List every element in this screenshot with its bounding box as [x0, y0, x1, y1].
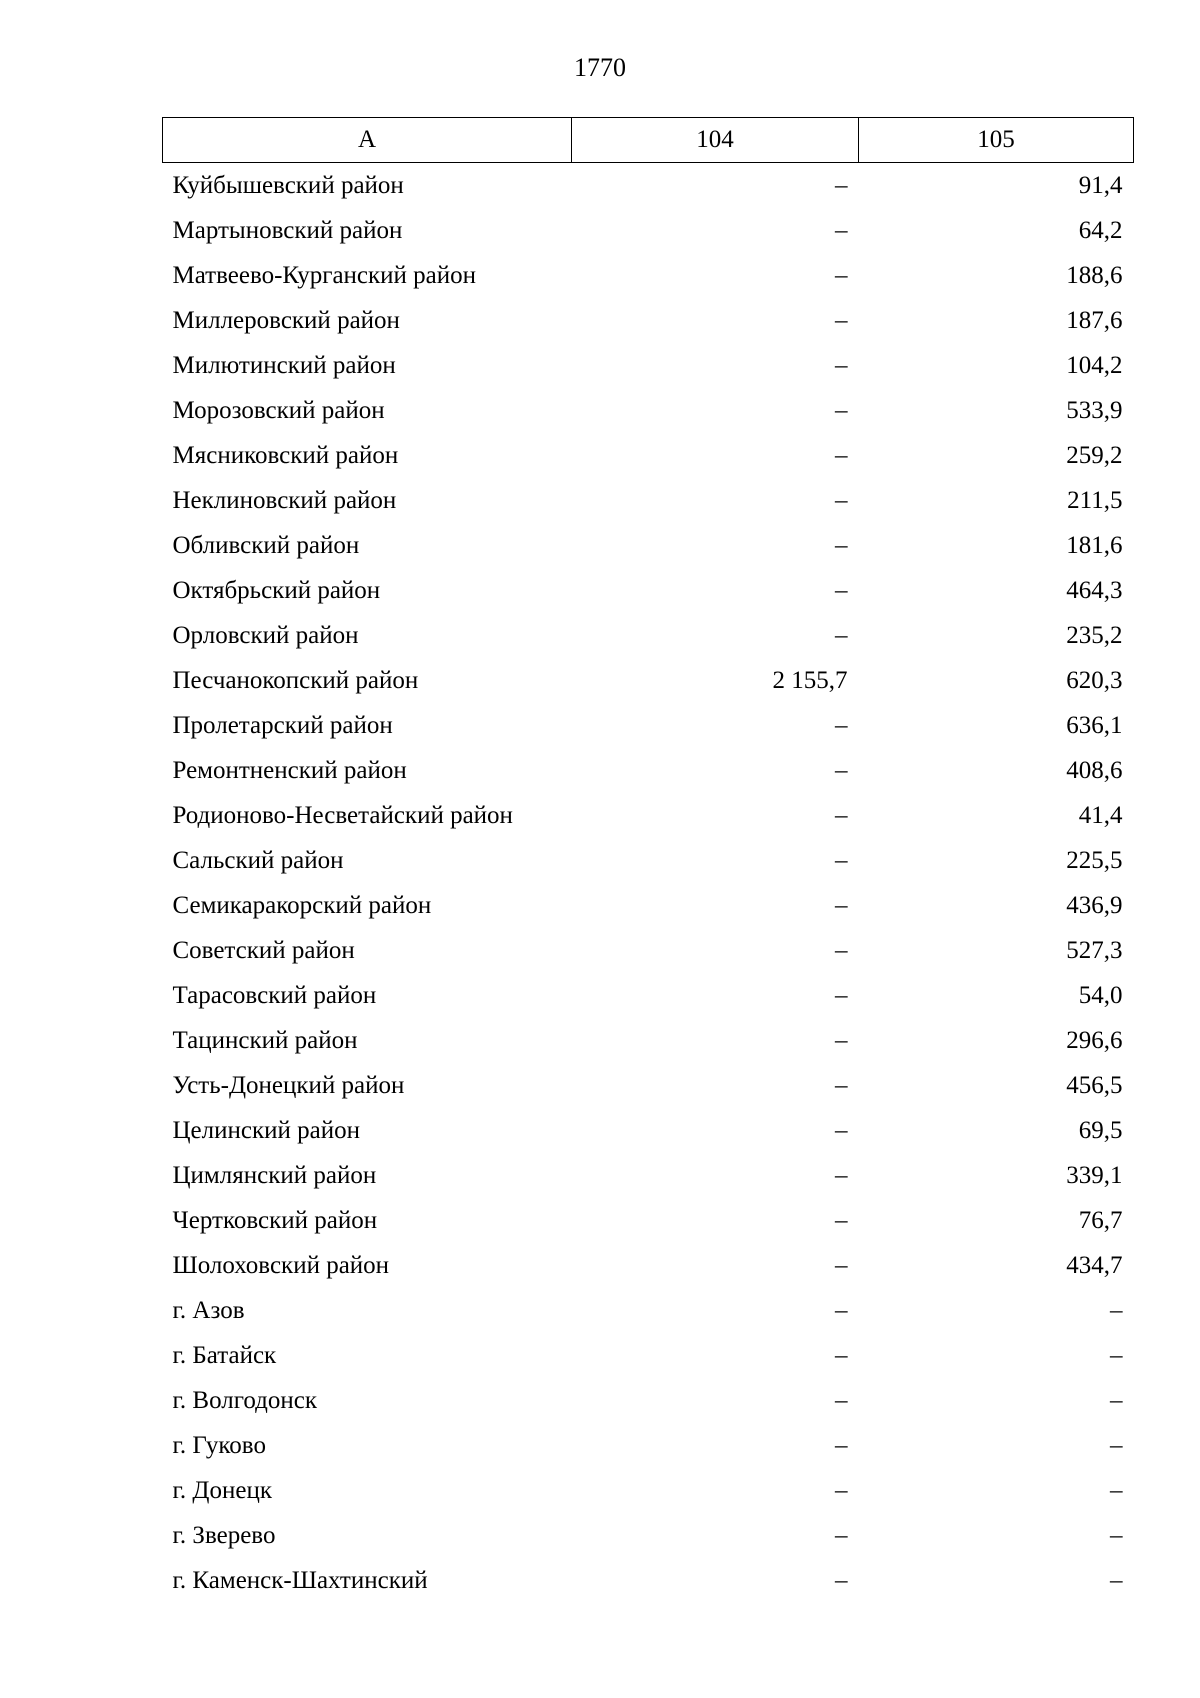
table-row: [163, 883, 1134, 928]
value-105-cell: 434,7: [1066, 1252, 1123, 1279]
value-104-cell: –: [835, 1432, 848, 1459]
table-row: [163, 208, 1134, 253]
table-row: [163, 1513, 1134, 1558]
row-name-cell: Орловский район: [172, 622, 359, 649]
table-row: [163, 478, 1134, 523]
value-105-cell: –: [1110, 1297, 1123, 1324]
row-name-cell: Обливский район: [172, 532, 360, 559]
value-104-cell: –: [835, 307, 848, 334]
value-104-cell: –: [835, 217, 848, 244]
data-table: [162, 117, 1134, 1603]
table-row: [163, 298, 1134, 343]
table-row: [163, 793, 1134, 838]
row-name-cell: Пролетарский район: [172, 712, 393, 739]
row-name-cell: Семикаракорский район: [172, 892, 432, 919]
table-row: [163, 613, 1134, 658]
row-name-cell: Неклиновский район: [172, 487, 397, 514]
value-105-cell: 296,6: [1066, 1027, 1123, 1054]
value-104-cell: –: [835, 892, 848, 919]
value-104-cell: –: [835, 847, 848, 874]
header-row: [163, 118, 1134, 163]
value-105-cell: 456,5: [1066, 1072, 1123, 1099]
row-name-cell: Тацинский район: [172, 1027, 358, 1054]
value-104-cell: –: [835, 757, 848, 784]
value-105-cell: 91,4: [1078, 172, 1123, 199]
table-row: [163, 1198, 1134, 1243]
row-name-cell: Родионово-Несветайский район: [172, 802, 513, 829]
value-105-cell: 181,6: [1066, 532, 1123, 559]
row-name-cell: Октябрьский район: [172, 577, 381, 604]
row-name-cell: Советский район: [172, 937, 355, 964]
value-104-cell: –: [835, 352, 848, 379]
table-row: [163, 1423, 1134, 1468]
value-104-cell: –: [835, 532, 848, 559]
table-row: [163, 343, 1134, 388]
table-row: [163, 1153, 1134, 1198]
table-row: [163, 973, 1134, 1018]
row-name-cell: Ремонтненский район: [172, 757, 407, 784]
value-105-cell: –: [1110, 1477, 1123, 1504]
row-name-cell: Усть-Донецкий район: [172, 1072, 405, 1099]
value-105-cell: 339,1: [1066, 1162, 1123, 1189]
value-105-cell: –: [1110, 1342, 1123, 1369]
value-105-cell: 636,1: [1066, 712, 1123, 739]
value-104-cell: –: [835, 1162, 848, 1189]
value-104-cell: –: [835, 397, 848, 424]
value-105-cell: 533,9: [1066, 397, 1123, 424]
value-104-cell: –: [835, 1387, 848, 1414]
value-104-cell: –: [835, 802, 848, 829]
value-105-cell: 527,3: [1066, 937, 1123, 964]
table-row: [163, 1468, 1134, 1513]
row-name-cell: Мартыновский район: [172, 217, 403, 244]
table-row: [163, 928, 1134, 973]
row-name-cell: г. Зверево: [172, 1522, 276, 1549]
value-105-cell: 259,2: [1066, 442, 1123, 469]
table-row: [163, 163, 1134, 209]
table-header: [163, 118, 1134, 163]
row-name-cell: г. Каменск-Шахтинский: [172, 1567, 428, 1594]
row-name-cell: г. Волгодонск: [172, 1387, 318, 1414]
value-105-cell: 211,5: [1067, 487, 1123, 514]
row-name-cell: г. Азов: [172, 1297, 245, 1324]
value-105-cell: 69,5: [1078, 1117, 1123, 1144]
row-name-cell: Сальский район: [172, 847, 344, 874]
row-name-cell: г. Гуково: [172, 1432, 266, 1459]
row-name-cell: Целинский район: [172, 1117, 360, 1144]
value-105-cell: –: [1110, 1522, 1123, 1549]
row-name-cell: Песчанокопский район: [172, 667, 419, 694]
value-104-cell: –: [835, 1567, 848, 1594]
row-name-cell: г. Донецк: [172, 1477, 272, 1504]
value-105-cell: 225,5: [1066, 847, 1123, 874]
value-105-cell: 464,3: [1066, 577, 1123, 604]
header-cell-105: 105: [859, 118, 1134, 163]
table-row: [163, 568, 1134, 613]
value-104-cell: –: [835, 1297, 848, 1324]
value-105-cell: –: [1110, 1567, 1123, 1594]
table-row: [163, 523, 1134, 568]
value-104-cell: –: [835, 262, 848, 289]
value-105-cell: 187,6: [1066, 307, 1123, 334]
value-104-cell: –: [835, 1252, 848, 1279]
row-name-cell: Тарасовский район: [172, 982, 377, 1009]
header-cell-104: 104: [572, 118, 859, 163]
value-105-cell: 408,6: [1066, 757, 1123, 784]
table-row: [163, 1063, 1134, 1108]
row-name-cell: Милютинский район: [172, 352, 396, 379]
table-row: [163, 388, 1134, 433]
row-name-cell: Чертковский район: [172, 1207, 378, 1234]
table-row: [163, 253, 1134, 298]
value-105-cell: 41,4: [1078, 802, 1123, 829]
value-105-cell: –: [1110, 1432, 1123, 1459]
value-104-cell: –: [835, 1117, 848, 1144]
row-name-cell: Матвеево-Курганский район: [172, 262, 477, 289]
value-105-cell: 64,2: [1078, 217, 1123, 244]
row-name-cell: Шолоховский район: [172, 1252, 390, 1279]
row-name-cell: Куйбышевский район: [172, 172, 404, 199]
value-105-cell: 76,7: [1078, 1207, 1123, 1234]
table-row: [163, 838, 1134, 883]
value-105-cell: 235,2: [1066, 622, 1123, 649]
value-104-cell: 2 155,7: [772, 667, 848, 694]
table-body: [163, 163, 1134, 1604]
value-104-cell: –: [835, 577, 848, 604]
value-104-cell: –: [835, 1207, 848, 1234]
value-104-cell: –: [835, 442, 848, 469]
table-row: [163, 1288, 1134, 1333]
value-105-cell: 104,2: [1066, 352, 1123, 379]
table-row: [163, 1378, 1134, 1423]
table-row: [163, 1243, 1134, 1288]
value-105-cell: 620,3: [1066, 667, 1123, 694]
value-104-cell: –: [835, 1522, 848, 1549]
value-104-cell: –: [835, 172, 848, 199]
table-row: [163, 658, 1134, 703]
value-104-cell: –: [835, 1072, 848, 1099]
value-105-cell: –: [1110, 1387, 1123, 1414]
value-104-cell: –: [835, 622, 848, 649]
value-104-cell: –: [835, 487, 848, 514]
value-104-cell: –: [835, 1477, 848, 1504]
value-104-cell: –: [835, 937, 848, 964]
table-row: [163, 1333, 1134, 1378]
value-105-cell: 436,9: [1066, 892, 1123, 919]
value-104-cell: –: [835, 1027, 848, 1054]
value-104-cell: –: [835, 1342, 848, 1369]
table-row: [163, 1558, 1134, 1603]
page-number: 1770: [574, 53, 626, 82]
row-name-cell: Цимлянский район: [172, 1162, 377, 1189]
header-cell-a: А: [163, 118, 572, 163]
table-row: [163, 748, 1134, 793]
table-row: [163, 1108, 1134, 1153]
value-104-cell: –: [835, 982, 848, 1009]
table-row: [163, 1018, 1134, 1063]
value-104-cell: –: [835, 712, 848, 739]
row-name-cell: Морозовский район: [172, 397, 385, 424]
row-name-cell: Мясниковский район: [172, 442, 399, 469]
table-row: [163, 703, 1134, 748]
value-105-cell: 188,6: [1066, 262, 1123, 289]
table-row: [163, 433, 1134, 478]
row-name-cell: Миллеровский район: [172, 307, 400, 334]
row-name-cell: г. Батайск: [172, 1342, 277, 1369]
value-105-cell: 54,0: [1078, 982, 1123, 1009]
